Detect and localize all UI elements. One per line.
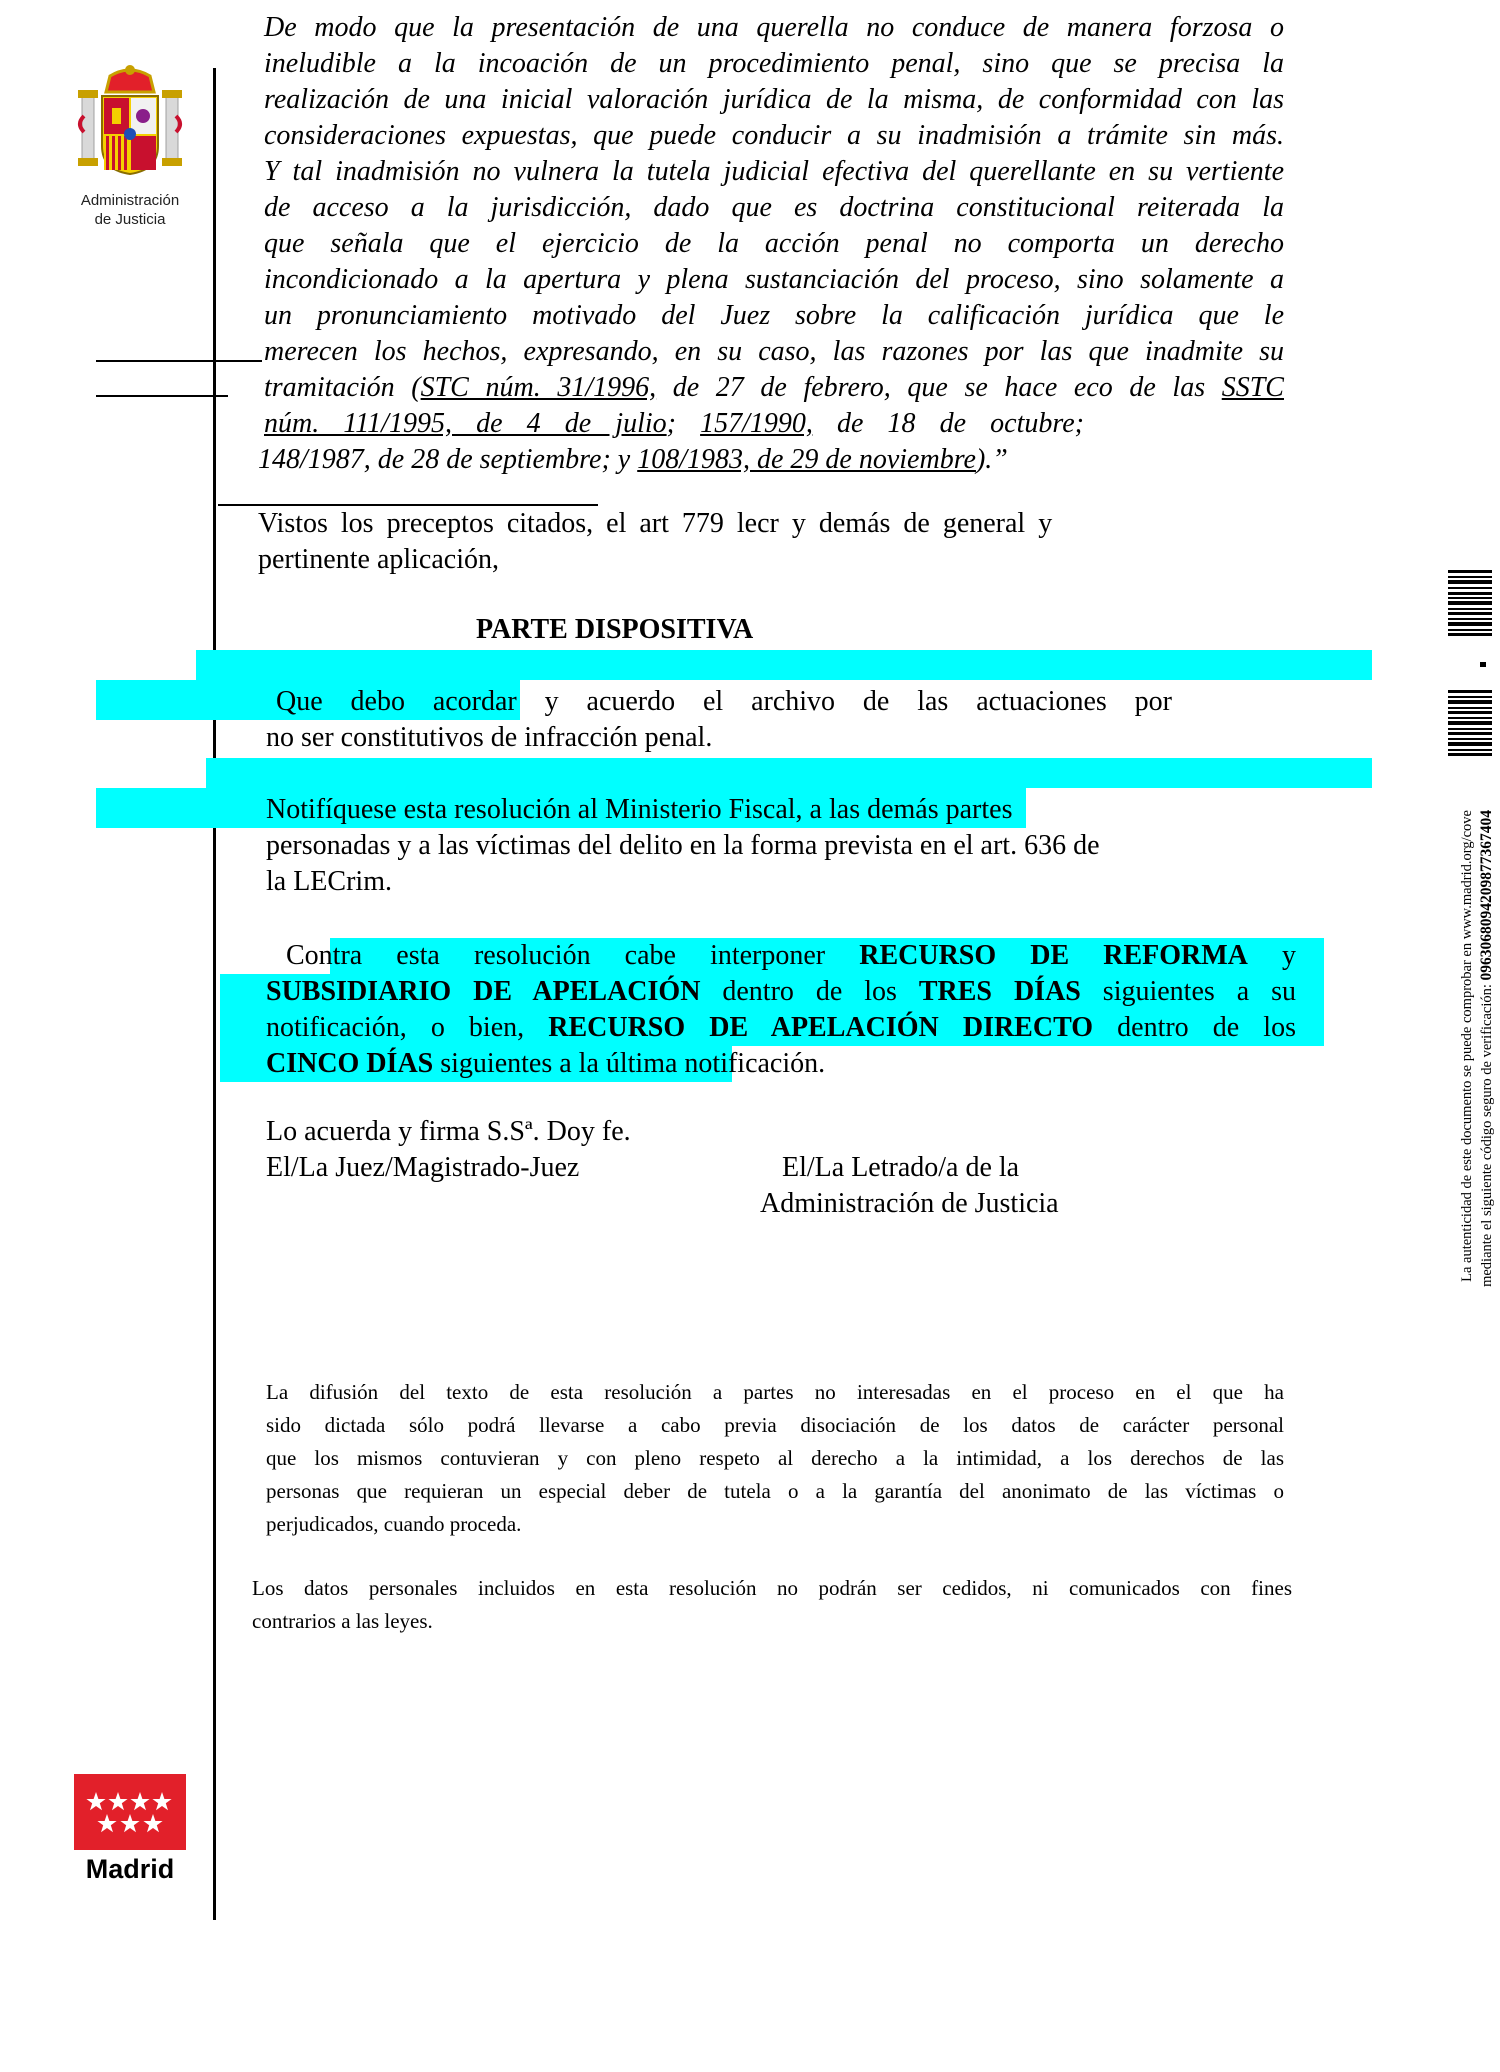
citation-text: 148/1987, de 28 de septiembre; y [258,444,638,475]
notificacion-line: la LECrim. [266,866,392,897]
madrid-label: Madrid [85,1854,175,1884]
stars-icon [74,1774,186,1850]
citation-text: de 27 de febrero, que se hace eco de las [656,372,1222,403]
citation-ref: SSTC [1221,372,1284,403]
datos-notice [252,1572,1292,1638]
difusion-line: La difusión del texto de esta resolución a partes no interesadas en el proceso en el que ha [266,1380,1284,1404]
quote-line: ineludible a la incoación de un procedimiento penal, sino que se precisa la [264,48,1284,79]
recurso-text: y [1247,940,1297,971]
vistos-line: Vistos los preceptos citados, el art 779 lecr y demás de general y [258,508,1053,539]
verification-text [1458,810,1498,1430]
recurso-bold: RECURSO DE APELACIÓN DIRECTO [548,1012,1094,1043]
citation-text: de 18 de octubre; [812,408,1084,439]
verification-line [1477,810,1497,1430]
datos-line: Los datos personales incluidos en esta resolución no podrán ser cedidos, ni comunicados con fines [252,1576,1292,1600]
citation-text: ; [666,408,701,439]
administracion-justicia-logo [72,62,188,229]
firma-line: Lo acuerda y firma S.Sª. Doy fe. [266,1116,631,1147]
notificacion-line: Notifíquese esta resolución al Ministerio Fiscal, a las demás partes [266,794,1013,825]
quote-line: realización de una inicial valoración jurídica de la misma, de conformidad con las [264,84,1284,115]
verification-code: 0963068094209877367404 [1478,810,1495,981]
citation-ref: STC núm. 31/1996, [420,372,657,403]
citation-text: tramitación ( [264,372,421,403]
datos-line: contrarios a las leyes. [252,1609,433,1633]
difusion-line: sido dictada sólo podrá llevarse a cabo previa disociación de los datos de carácter personal [266,1413,1284,1437]
quote-line-citation [264,370,1284,406]
acuerdo-line: Que debo acordar y acuerdo el archivo de las actuaciones por [276,686,1172,717]
recurso-text: Contra esta resolución cabe interponer [286,940,860,971]
madrid-logo [72,1774,188,1885]
citation-text: ).” [975,444,1008,475]
quote-line: un pronunciamiento motivado del Juez sobre la calificación jurídica que le [264,300,1284,331]
quote-line: que señala que el ejercicio de la acción penal no comporta un derecho [264,228,1284,259]
recurso-bold: SUBSIDIARIO DE APELACIÓN [266,976,701,1007]
quote-line: Y tal inadmisión no vulnera la tutela judicial efectiva del querellante en su vertiente [264,156,1284,187]
recurso-text: dentro de los [1093,1012,1296,1043]
recurso-paragraph [266,938,1296,1082]
notificacion-line: personadas y a las víctimas del delito en la forma prevista en el art. 636 de [266,830,1100,861]
vistos-line: pertinente aplicación, [258,544,499,575]
quote-line-citation [258,442,1284,478]
highlight-bar [196,650,1372,680]
quote-line: incondicionado a la apertura y plena sustanciación del proceso, sino solamente a [264,264,1284,295]
barcode [1448,570,1492,756]
difusion-line: personas que requieran un especial deber de tutela o a la garantía del anonimato de las víctimas o [266,1479,1284,1503]
difusion-line: que los mismos contuvieran y con pleno respeto al derecho a la intimidad, a los derechos de las [266,1446,1284,1470]
recurso-line [266,938,1296,974]
quote-line: de acceso a la jurisdicción, dado que es doctrina constitucional reiterada la [264,192,1284,223]
acuerdo-line: no ser constitutivos de infracción penal. [266,722,713,753]
admin-logo-line1: Administración [80,192,180,209]
verification-label: mediante el siguiente código seguro de verificación: [1479,980,1495,1287]
letrado-signature-label: Administración de Justicia [760,1188,1059,1219]
admin-logo-line2: de Justicia [94,211,166,228]
section-heading: PARTE DISPOSITIVA [476,614,754,645]
quote-line: De modo que la presentación de una querella no conduce de manera forzosa o [264,12,1284,43]
recurso-text: notificación, o bien, [266,1012,549,1043]
difusion-notice [266,1376,1284,1541]
recurso-text: dentro de los [700,976,919,1007]
quote-line-citation [264,406,1084,442]
recurso-line [266,1046,1296,1082]
quote-paragraph [258,10,1284,478]
quote-line: merecen los hechos, expresando, en su caso, las razones por las que inadmite su [264,336,1284,367]
verification-line: La autenticidad de este documento se puede comprobar en www.madrid.org/cove [1459,810,1475,1282]
recurso-bold: TRES DÍAS [918,976,1081,1007]
recurso-text: siguientes a su [1080,976,1297,1007]
margin-line [96,395,228,397]
juez-signature-label: El/La Juez/Magistrado-Juez [266,1152,580,1183]
citation-ref: 108/1983, de 29 de noviembre [637,444,976,475]
recurso-line [266,1010,1296,1046]
margin-rule [213,68,216,1920]
recurso-bold: CINCO DÍAS [266,1048,434,1079]
recurso-line [266,974,1296,1010]
margin-line [96,360,262,362]
citation-ref: 157/1990, [700,408,813,439]
coat-of-arms-icon [76,62,184,180]
difusion-line: perjudicados, cuando proceda. [266,1512,522,1536]
citation-ref: núm. 111/1995, de 4 de julio [264,408,667,439]
madrid-flag [74,1774,186,1850]
recurso-bold: RECURSO DE REFORMA [859,940,1248,971]
recurso-text: siguientes a la última notificación. [433,1048,826,1079]
barcode-icon [1448,570,1492,756]
highlight-bar [206,758,1372,788]
quote-line: consideraciones expuestas, que puede conducir a su inadmisión a trámite sin más. [264,120,1284,151]
letrado-signature-label: El/La Letrado/a de la [782,1152,1020,1183]
notificacion-paragraph [266,792,1198,900]
admin-logo-caption [72,191,188,229]
vistos-paragraph [258,506,1158,578]
acuerdo-paragraph [266,684,1172,756]
